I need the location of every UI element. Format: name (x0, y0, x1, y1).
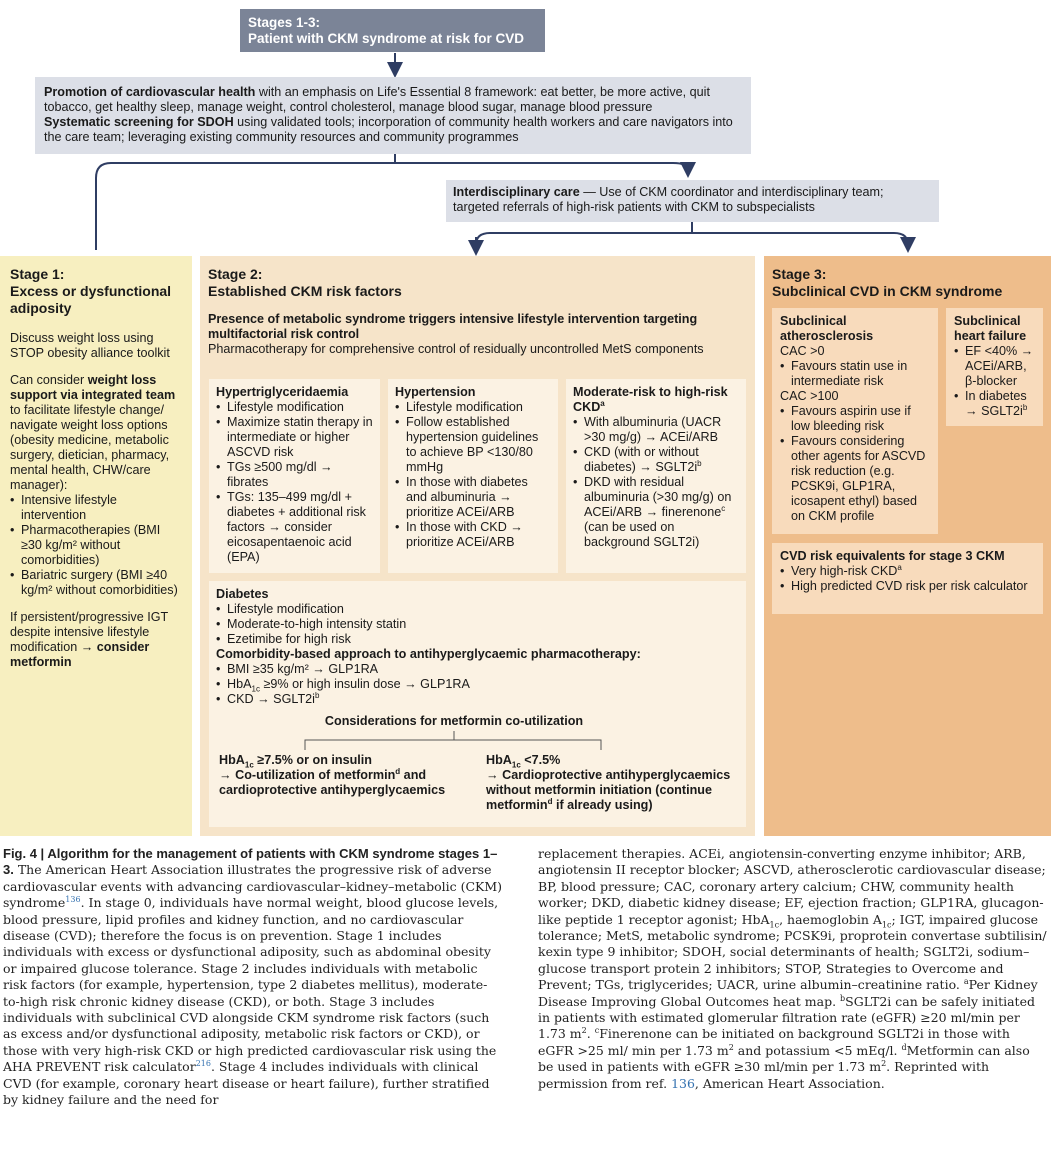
ckd-item3-sup: c (721, 503, 726, 513)
cvd-risk-equivalents-box (772, 543, 1043, 614)
comorbidity-heading: Comorbidity-based approach to antihyperglycaemic pharmacotherapy: (216, 647, 641, 661)
list-item: • Bariatric surgery (BMI ≥40 kg/m² without comorbidities) (10, 568, 182, 598)
c3-text: CKD → SGLT2i (227, 692, 315, 706)
promotion-bold: Promotion of cardiovascular health (44, 85, 256, 99)
stage1-p3-pre: If persistent/progressive IGT despite intensive lifestyle modification → (10, 610, 168, 654)
caption-right-b: , haemoglobin A (779, 911, 882, 927)
stage2-title-line1: Stage 2: (208, 266, 263, 282)
caption-right-d: Per Kidney Disease Improving Global Outcomes heat map. (538, 977, 1038, 1009)
list-item: • Favours considering other agents for ASCVD risk reduction (e.g. PCSK9i, GLP1RA, icosapent ethyl) based on CKM profile (780, 434, 930, 524)
subclinical-heart-failure-box (946, 308, 1043, 426)
ckd-title-text: Moderate-risk to high-risk CKD (573, 385, 728, 414)
ckd-item2-sup: b (697, 458, 702, 468)
caption-sup-c: c (594, 1026, 600, 1036)
caption-left-c: . Stage 4 includes individuals with clinical CVD (for example, coronary heart disease or heart failure), further stratified by kidney failure and the need for (3, 1059, 490, 1108)
caption-ref-216[interactable]: 216 (195, 1059, 211, 1069)
list-item: • Favours aspirin use if low bleeding risk (780, 404, 930, 434)
list-item: • Lifestyle modification (395, 400, 551, 415)
list-item: • Ezetimibe for high risk (216, 632, 739, 647)
stage2-title-line2: Established CKM risk factors (208, 283, 402, 299)
cac100-label: CAC >100 (780, 389, 839, 403)
right-body-b: if already using) (552, 798, 653, 812)
caption-right-k: , American Heart Association. (694, 1075, 885, 1091)
stage3-title-line1: Stage 3: (772, 266, 827, 282)
list-item: • Pharmacotherapies (BMI ≥30 kg/m² without comorbidities) (10, 523, 182, 568)
left-body (219, 768, 469, 798)
promotion-text: with an emphasis on Life's Essential 8 framework: eat better, be more active, quit tobacco, get healthy sleep, manage weight, control cholesterol, manage blood sugar, manage blood pressure (44, 85, 710, 114)
caption-right-g: Finerenone can be initiated on background SGLT2i in those with eGFR >25 ml/ min per 1.73 m (538, 1026, 1010, 1058)
stage1-p3-bold: consider metformin (10, 640, 150, 669)
stage1-title-line2: Excess or dysfunctional adiposity (10, 283, 172, 316)
caption-right-column (538, 846, 1048, 1092)
left-head (219, 753, 469, 768)
ckd-title-sup: a (600, 398, 605, 408)
caption-right-a: replacement therapies. ACEi, angiotensin-converting enzyme inhibitor; ARB, angiotensin II receptor blocker; ASCVD, atherosclerotic cardiovascular disease; BP, blood pressure; CAC, coronary artery calcium; CHW, community health worker; DKD, diabetic kidney disease; EF, ejection fraction; GLP1RA, glucagon-like peptide 1 receptor agonist; HbA (538, 846, 1046, 927)
figure-label: Fig. 4 | Algorithm for the management of patients with CKM syndrome stages 1–3. (3, 846, 498, 878)
hf-title: Subclinical heart failure (954, 314, 1027, 343)
caption-right-e: SGLT2i can be safely initiated in patients with estimated glomerular filtration rate (eGFR) ≥20 ml/min per 1.73 m (538, 993, 1035, 1042)
right-body-a: → Cardioprotective antihyperglycaemics without metformin initiation (continue metformin (486, 768, 731, 812)
left-head-text: ≥7.5% or on insulin (253, 753, 372, 767)
athero-title: Subclinical atherosclerosis (780, 314, 874, 343)
metformin-left-option (219, 753, 469, 798)
header-line1: Stages 1-3: (248, 15, 321, 30)
right-sup: d (547, 796, 553, 806)
stage1-p2-bold: weight loss support via integrated team (10, 373, 176, 402)
hf-list (954, 344, 1035, 419)
cac0-label: CAC >0 (780, 344, 825, 358)
hypertension-title: Hypertension (395, 385, 476, 399)
caption-right-c: ; IGT, impaired glucose tolerance; MetS, metabolic syndrome; PCSK9i, proprotein convertase subtilisin/ kexin type 9 inhibitor; SDOH, social determinants of health; SGLT2i, sodium–glucose transport protein 2 inhibitors; STOP, Strategies to Overcome and Prevent; TGs, triglycerides; UACR, urine albumin–creatinine ratio. (538, 911, 1047, 993)
left-sup: d (395, 766, 401, 776)
list-item: • EF <40% → ACEi/ARB, β-blocker (954, 344, 1035, 389)
c2-post: ≥9% or high insulin dose → GLP1RA (259, 677, 470, 691)
caption-right-h: and potassium <5 mEq/l. (733, 1042, 902, 1058)
left-body-a: → Co-utilization of metformin (219, 768, 396, 782)
metformin-right-option (486, 753, 744, 813)
caption-sub1: 1c (769, 920, 780, 930)
stage1-p2-post: to facilitate lifestyle change/ navigate weight loss options (obesity medicine, metabolic surgery, dietician, pharmacy, mental health, CHW/care manager): (10, 403, 170, 492)
caption-ref-136-link[interactable]: 136 (671, 1075, 695, 1091)
equiv-list (780, 564, 1035, 594)
caption-sub2: 1c (881, 920, 892, 930)
caption-sup-d: d (901, 1042, 907, 1052)
caption-left-b: . In stage 0, individuals have normal weight, blood glucose levels, blood pressure, lipid profiles and kidney function, and no cardiovascular disease (CVD); therefore the focus is on prevention. Stage 1 includes individuals with excess or dysfunctional adiposity, such as abdominal obesity or impaired glucose tolerance. Stage 2 includes individuals with metabolic risk factors (for example, hypertension, type 2 diabetes mellitus), moderate-to-high risk chronic kidney disease (CKD), or both. Stage 3 includes individuals with subclinical CVD alongside CKM syndrome risk factors (such as excess and/or dysfunctional adiposity, metabolic risk factors or CKD), or those with very high-risk CKD or high predicted cardiovascular risk using the AHA PREVENT risk calculator (3, 895, 499, 1075)
list-item (780, 564, 1035, 579)
stage1-title-line1: Stage 1: (10, 266, 65, 282)
equiv-title: CVD risk equivalents for stage 3 CKM (780, 549, 1005, 563)
equiv-i1-sup: a (897, 562, 902, 572)
stage1-p2-pre: Can consider (10, 373, 88, 387)
caption-sq3: 2 (881, 1059, 887, 1069)
stage3-title-line2: Subclinical CVD in CKM syndrome (772, 283, 1003, 299)
caption-right-i: Metformin can also be used in patients with eGFR ≥30 ml/min per 1.73 m (538, 1042, 1030, 1075)
list-item: • BMI ≥35 kg/m² → GLP1RA (216, 662, 739, 677)
list-item: • TGs: 135–499 mg/dl + diabetes + additional risk factors → consider eicosapentaenoic acid (EPA) (216, 490, 373, 565)
stage2-intro-bold: Presence of metabolic syndrome triggers intensive lifestyle intervention targeting multifactorial risk control (208, 312, 698, 341)
caption-right-f: . (586, 1026, 595, 1042)
stage3-title (772, 266, 1043, 300)
right-sub: 1c (511, 760, 521, 770)
caption-ref-136[interactable]: 136 (65, 895, 81, 905)
left-body-b: and cardioprotective antihyperglycaemics (219, 768, 446, 797)
caption-sup-b: b (840, 993, 846, 1003)
list-item: • Lifestyle modification (216, 602, 739, 617)
hf-i2-sup: b (1022, 402, 1028, 412)
caption-sq1: 2 (581, 1026, 587, 1036)
list-item: • Maximize statin therapy in intermediate or higher ASCVD risk (216, 415, 373, 460)
header-line2: Patient with CKM syndrome at risk for CVD (248, 31, 525, 46)
list-item: • Lifestyle modification (216, 400, 373, 415)
sdoh-text: using validated tools; incorporation of community health workers and care navigators into the care team; leveraging existing community resources and community programmes (44, 115, 733, 144)
list-item: • With albuminuria (UACR >30 mg/g) → ACEi/ARB (573, 415, 739, 445)
list-item: • TGs ≥500 mg/dl → fibrates (216, 460, 373, 490)
athero-list-2 (780, 404, 930, 524)
considerations-heading: Considerations for metformin co-utilization (324, 714, 584, 728)
ckd-item3-pre: DKD with residual albuminuria (>30 mg/g) on ACEi/ARB → finerenone (584, 475, 732, 519)
interdisciplinary-text: — Use of CKM coordinator and interdisciplinary team; targeted referrals of high-risk patients with CKM to subspecialists (453, 185, 884, 214)
equiv-i1-text: Very high-risk CKD (791, 564, 898, 578)
ckd-item2-text: CKD (with or without diabetes) → SGLT2i (584, 445, 699, 474)
caption-left-a: The American Heart Association illustrates the progressive risk of adverse cardiovascular events with advancing cardiovascular–kidney–metabolic (CKM) syndrome (3, 862, 503, 911)
interdisciplinary-bold: Interdisciplinary care (453, 185, 580, 199)
right-head-text: <7.5% (520, 753, 561, 767)
list-item: • Follow established hypertension guidelines to achieve BP <130/80 mmHg (395, 415, 551, 475)
list-item: • High predicted CVD risk per risk calculator (780, 579, 1035, 594)
list-item: • Moderate-to-high intensity statin (216, 617, 739, 632)
c2-sub: 1c (251, 684, 260, 694)
list-item: • Favours statin use in intermediate risk (780, 359, 930, 389)
right-hba: HbA (486, 753, 512, 767)
sdoh-bold: Systematic screening for SDOH (44, 115, 234, 129)
ckd-item3-post: (can be used on background SGLT2i) (584, 520, 700, 549)
caption-sq2: 2 (728, 1042, 734, 1052)
hypertri-title: Hypertriglyceridaemia (216, 385, 349, 399)
c2-pre: HbA (227, 677, 252, 691)
left-hba: HbA (219, 753, 245, 767)
caption-sup-a: a (963, 977, 969, 987)
caption-right-j: . Reprinted with permission from ref. (538, 1059, 990, 1091)
athero-list-1 (780, 359, 930, 389)
right-head (486, 753, 744, 768)
c3-sup: b (314, 690, 320, 700)
stage1-paragraph-1: Discuss weight loss using STOP obesity alliance toolkit (10, 331, 170, 360)
list-item: • In those with diabetes and albuminuria → prioritize ACEi/ARB (395, 475, 551, 520)
diabetes-title: Diabetes (216, 587, 269, 601)
right-body (486, 768, 744, 813)
list-item (954, 389, 1035, 419)
left-sub: 1c (244, 760, 254, 770)
list-item: • Intensive lifestyle intervention (10, 493, 182, 523)
caption-left-column (3, 846, 503, 1109)
hf-i2-text: In diabetes → SGLT2i (965, 389, 1027, 418)
subclinical-atherosclerosis-box (772, 308, 938, 534)
list-item: • In those with CKD → prioritize ACEi/ARB (395, 520, 551, 550)
stage2-intro-text: Pharmacotherapy for comprehensive control of residually uncontrolled MetS components (208, 342, 704, 356)
